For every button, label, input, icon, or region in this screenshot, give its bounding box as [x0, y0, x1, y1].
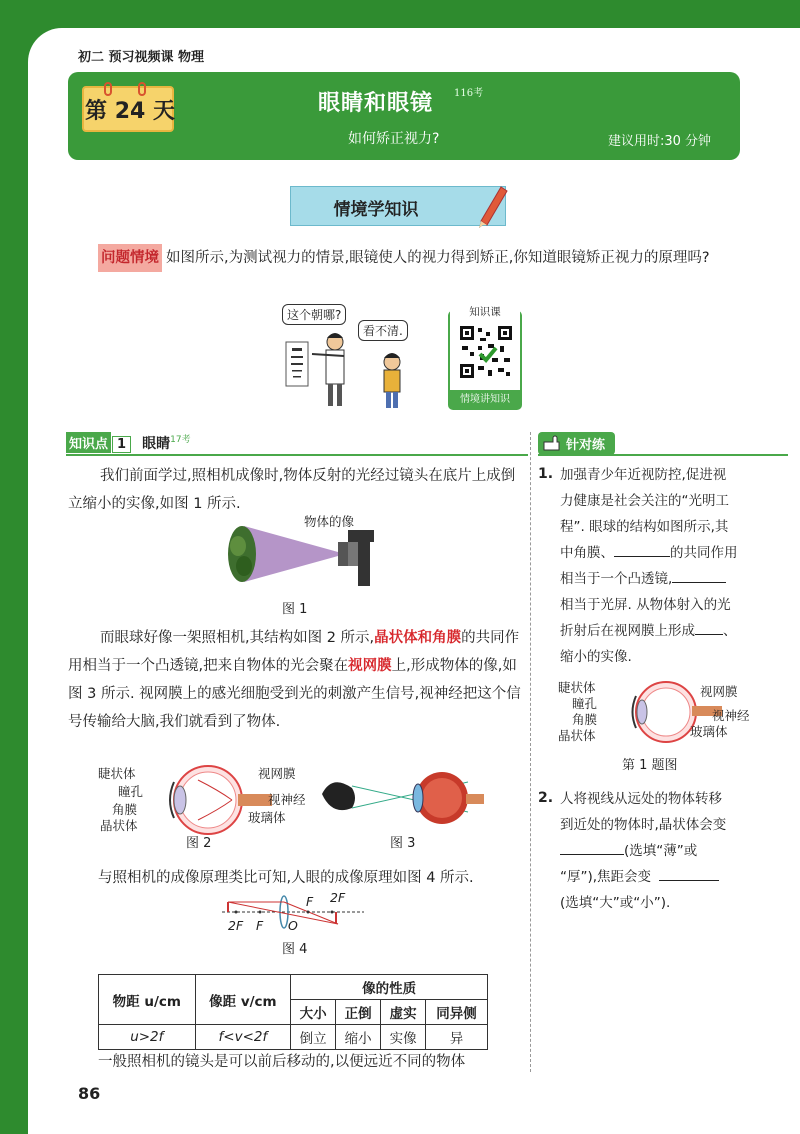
table-cell: 缩小: [336, 1025, 381, 1050]
fig2-caption: 图 2: [186, 836, 212, 851]
knowledge-paragraph-4: 一般照相机的镜头是可以前后移动的,以便远近不同的物体: [98, 1054, 466, 1070]
suggested-time: 建议用时:30 分钟: [608, 134, 712, 149]
question-1-figure: [558, 678, 758, 748]
q2-blank-1[interactable]: [560, 854, 624, 855]
table-header-image-properties: 像的性质: [291, 975, 488, 1000]
scenario-paragraph: 问题情境 如图所示,为测试视力的情景,眼镜使人的视力得到矫正,你知道眼镜矫正视力的原理吗?: [98, 244, 758, 272]
knowledge-point-exam-count: 17考: [170, 435, 191, 445]
fig2-label-vitreous: 玻璃体: [248, 810, 286, 825]
figure-4: [218, 890, 368, 938]
table-cell: 倒立: [291, 1025, 336, 1050]
lesson-subtitle: 如何矫正视力?: [348, 131, 440, 147]
knowledge-paragraph-2: 而眼球好像一架照相机,其结构如图 2 所示,晶状体和角膜的共同作用相当于一个凸透镜,把来自物体的光会聚在视网膜上,形成物体的像,如图 3 所示. 视网膜上的感光细胞受到光的刺激产生信号,视神经把这个信号传输给大脑,我们就看到了物体.: [68, 630, 521, 730]
fig2-label-ciliary: 睫状体: [98, 766, 136, 781]
fig4-label-2f-right: 2F: [330, 890, 346, 905]
fig2-label-cornea: 角膜: [112, 802, 138, 817]
fig1-caption: 图 1: [282, 602, 308, 617]
table-cell: u>2f: [99, 1025, 196, 1050]
pencil-icon: [471, 181, 511, 229]
lesson-title: 眼睛和眼镜: [318, 91, 434, 116]
series-header: 初二 预习视频课 物理: [78, 50, 205, 65]
qr-card-title: 知识课: [450, 304, 520, 319]
knowledge-paragraph-3: 与照相机的成像原理类比可知,人眼的成像原理如图 4 所示.: [98, 870, 474, 886]
figure-1: [214, 512, 384, 592]
fig4-label-f-left: F: [256, 918, 264, 933]
fig2-label-lens: 晶状体: [100, 818, 138, 833]
figure-2: [98, 760, 308, 840]
child-speech-bubble: 看不清.: [358, 320, 408, 341]
q1-blank-3[interactable]: [695, 634, 723, 635]
q1-fig-label-ciliary: 睫状体: [558, 680, 596, 695]
eye-image-formation-drawing: [318, 768, 488, 828]
fig4-label-o: O: [288, 918, 298, 933]
lesson-exam-count: 116考: [454, 88, 484, 99]
scenario-tag: 问题情境: [98, 244, 162, 272]
q2-blank-2[interactable]: [659, 880, 719, 881]
q1-fig-label-pupil: 瞳孔: [572, 696, 598, 711]
fig4-label-f-right: F: [306, 894, 314, 909]
drill-underline: [538, 454, 788, 456]
table-header-object-distance: 物距 u/cm: [99, 975, 196, 1025]
q1-fig-label-vitreous: 玻璃体: [690, 724, 728, 739]
knowledge-point-tag: 知识点: [66, 432, 111, 453]
table-cell: 实像: [381, 1025, 426, 1050]
column-divider: [530, 432, 531, 1072]
fig4-label-2f-left: 2F: [228, 918, 244, 933]
drill-title: 针对练: [538, 432, 615, 455]
qr-card-caption: 情境讲知识: [448, 390, 522, 410]
q1-blank-1[interactable]: [614, 556, 670, 557]
qr-card[interactable]: [448, 306, 522, 408]
table-row: [99, 1025, 488, 1050]
q1-fig-label-cornea: 角膜: [572, 712, 598, 727]
fig2-label-optic-nerve: 视神经: [268, 792, 306, 807]
eye-test-illustration: [280, 306, 430, 416]
q1-fig-label-lens: 晶状体: [558, 728, 596, 743]
fig3-caption: 图 3: [390, 836, 416, 851]
qr-code-icon[interactable]: [458, 324, 514, 380]
drill-header: [538, 432, 615, 455]
fig2-label-retina: 视网膜: [258, 766, 296, 781]
table-subheader-size: 大小: [291, 1000, 336, 1025]
section-title: 情境学知识: [333, 200, 419, 220]
question-2-text: 人将视线从远处的物体转移 到近处的物体时,晶状体会变 (选填“薄”或 “厚”),焦距会变 (选填“大”或“小”).: [560, 791, 727, 911]
knowledge-paragraph-1: 我们前面学过,照相机成像时,物体反射的光经过镜头在底片上成倒立缩小的实像,如图 1 所示.: [68, 468, 516, 512]
question-1-number: 1.: [538, 466, 554, 482]
doctor-speech-bubble: 这个朝哪?: [282, 304, 346, 325]
question-2-number: 2.: [538, 790, 554, 806]
table-header-image-distance: 像距 v/cm: [195, 975, 291, 1025]
day-badge: [82, 86, 174, 132]
knowledge-point-number: 1: [112, 436, 131, 453]
fig4-caption: 图 4: [282, 942, 308, 957]
page: [28, 28, 800, 1134]
q1-fig-label-optic-nerve: 视神经: [712, 708, 750, 723]
q1-fig-label-retina: 视网膜: [700, 684, 738, 699]
pointing-hand-icon: [542, 434, 562, 452]
lesson-banner: [68, 72, 740, 160]
image-properties-table: [98, 974, 488, 1050]
fig2-label-pupil: 瞳孔: [118, 784, 144, 799]
knowledge-point-title: 眼睛: [142, 436, 171, 453]
table-subheader-real-virtual: 虚实: [381, 1000, 426, 1025]
table-subheader-orientation: 正倒: [336, 1000, 381, 1025]
question-1-figure-caption: 第 1 题图: [622, 758, 678, 773]
section-header: [290, 186, 506, 226]
day-label: 第 24 天: [85, 98, 175, 124]
camera-projection-drawing: [214, 512, 384, 592]
knowledge-point-header: [66, 432, 191, 454]
question-1-text: 加强青少年近视防控,促进视 力健康是社会关注的“光明工 程”. 眼球的结构如图所示,其 中角膜、 的共同作用 相当于一个凸透镜, 相当于光屏. 从物体射入的光 折射后在视网膜上形成 、 缩小的实像.: [560, 467, 738, 665]
table-cell: f<v<2f: [195, 1025, 291, 1050]
knowledge-point-underline: [66, 454, 528, 456]
page-number: 86: [78, 1084, 101, 1103]
table-subheader-side: 同异侧: [426, 1000, 488, 1025]
table-cell: 异: [426, 1025, 488, 1050]
calendar-rings-icon: [98, 82, 158, 94]
q1-blank-2[interactable]: [672, 582, 726, 583]
fig1-image-label: 物体的像: [304, 514, 355, 529]
